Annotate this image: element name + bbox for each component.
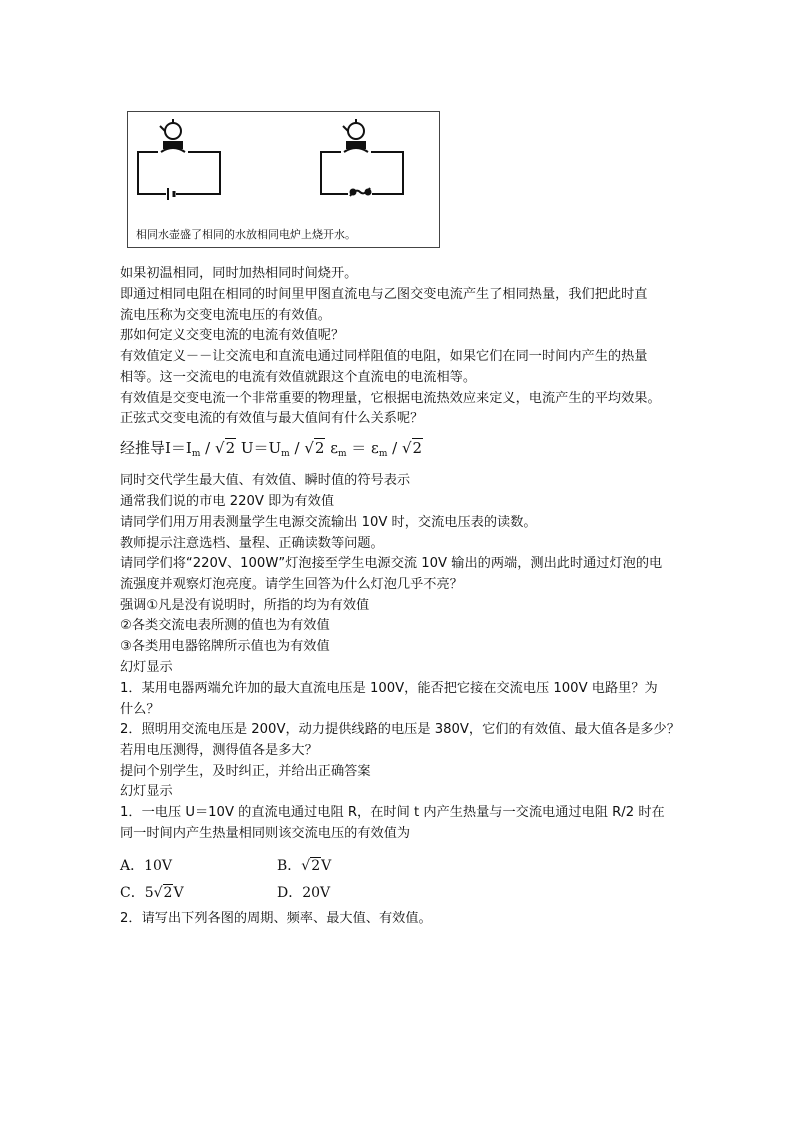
text-line: 请同学们用万用表测量学生电源交流输出 10V 时，交流电压表的读数。	[120, 515, 537, 530]
formula-u: U＝U	[236, 439, 282, 457]
formula-i: 经推导I＝I	[120, 439, 192, 457]
text-line: ③各类用电器铭牌所示值也为有效值	[120, 639, 330, 654]
text-line: 有效值定义－－让交流电和直流电通过同样阻值的电阻，如果它们在同一时间内产生的热量	[120, 349, 648, 364]
text-line: 流电压称为交变电流电压的有效值。	[120, 308, 331, 323]
text-line: 通常我们说的市电 220V 即为有效值	[120, 494, 335, 509]
text-line: 有效值是交变电流一个非常重要的物理量，它根据电流热效应来定义，电流产生的平均效果。	[120, 391, 661, 406]
text-line: 相等。这一交流电的电流有效值就跟这个直流电的电流相等。	[120, 370, 477, 385]
ac-circuit-wire	[321, 152, 403, 194]
text-line: 同时交代学生最大值、有效值、瞬时值的符号表示	[120, 473, 411, 488]
dc-circuit	[138, 119, 220, 200]
text-line: 正弦式交变电流的有效值与最大值间有什么关系呢？	[120, 411, 424, 426]
option-a: A．10V	[120, 858, 173, 874]
text-line: 1．一电压 U＝10V 的直流电通过电阻 R，在时间 t 内产生热量与一交流电通过电阻 R/2 时在	[120, 805, 665, 820]
text-line: 同一时间内产生热量相同则该交流电压的有效值为	[120, 826, 411, 841]
text-line: 幻灯显示	[120, 784, 173, 799]
text-line: 提问个别学生，及时纠正，并给出正确答案	[120, 764, 371, 779]
text-line: 幻灯显示	[120, 660, 173, 675]
text-line: 流强度并观察灯泡亮度。请学生回答为什么灯泡几乎不亮？	[120, 577, 463, 592]
text-line: 即通过相同电阻在相同的时间里甲图直流电与乙图交变电流产生了相同热量，我们把此时直	[120, 287, 648, 302]
text-line: 2．请写出下列各图的周期、频率、最大值、有效值。	[120, 911, 432, 926]
text-line: 强调①凡是没有说明时，所指的均为有效值	[120, 598, 370, 613]
text-line: 教师提示注意选档、量程、正确读数等问题。	[120, 536, 384, 551]
kettle-left-icon	[165, 123, 181, 139]
kettle-right-icon	[348, 123, 364, 139]
text-line: 什么？	[120, 702, 160, 717]
circuit-figure	[127, 111, 440, 248]
option-c: C．5√2V	[120, 885, 184, 901]
text-line: 若用电压测得，测得值各是多大？	[120, 743, 318, 758]
dc-circuit-wire	[138, 152, 220, 194]
option-d: D．20V	[277, 885, 331, 901]
text-line: ②各类交流电表所测的值也为有效值	[120, 618, 330, 633]
figure-caption: 相同水壶盛了相同的水放相同电炉上烧开水。	[136, 228, 356, 241]
text-line: 请同学们将“220V、100W”灯泡接至学生电源交流 10V 输出的两端，测出此时通过灯泡的电	[120, 556, 663, 571]
text-line: 2．照明用交流电压是 200V，动力提供线路的电压是 380V，它们的有效值、最大值各是多少？	[120, 722, 680, 737]
text-line: 那如何定义交变电流的电流有效值呢？	[120, 328, 345, 343]
text-line: 1．某用电器两端允许加的最大直流电压是 100V，能否把它接在交流电压 100V 电路里？为	[120, 681, 658, 696]
ac-circuit	[321, 119, 403, 196]
option-b: B．√2V	[277, 858, 332, 874]
formula-eps: ε	[325, 439, 338, 457]
text-line: 如果初温相同，同时加热相同时间烧开。	[120, 266, 358, 281]
formula-line: 经推导$I=I_m / √2$ $U=U_m / √2$ $\varepsilon_m = \varepsilon_m / √2$	[120, 439, 423, 459]
